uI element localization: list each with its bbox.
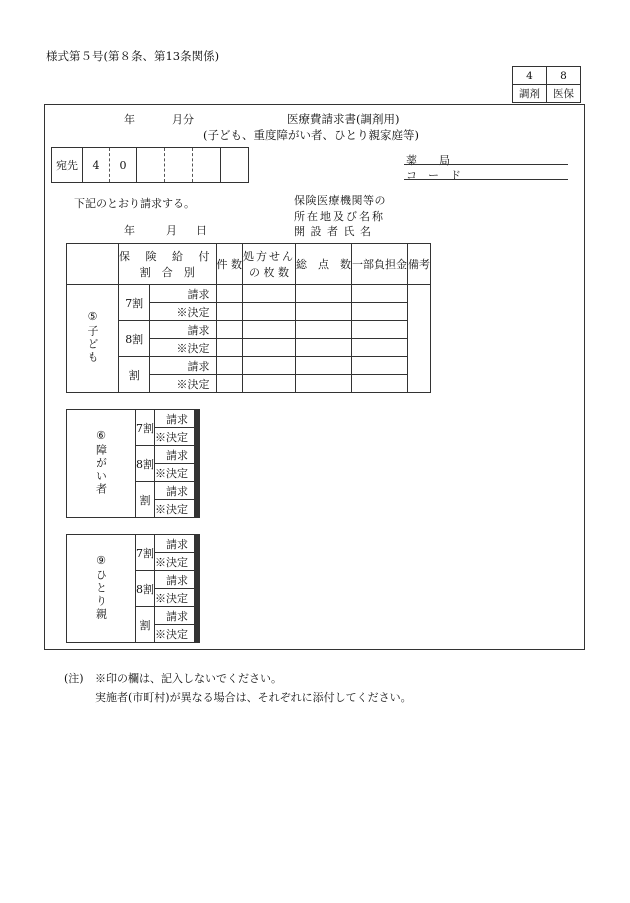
copay-cell[interactable] <box>198 607 199 625</box>
addressee-label: 宛先 <box>52 148 83 183</box>
notes-line-1: ※印の欄は、記入しないでください。 <box>95 672 282 685</box>
copay-cell[interactable] <box>352 357 408 375</box>
kind-decision: ※決定 <box>155 553 195 571</box>
month-label: 月分 <box>172 113 194 126</box>
kind-claim: 請求 <box>155 410 195 428</box>
rate-cell: 8割 <box>136 446 155 482</box>
corner-code-1: 4 <box>513 67 547 85</box>
form-title: 医療費請求書(調剤用) <box>287 112 400 126</box>
kind-claim: 請求 <box>155 607 195 625</box>
copay-cell[interactable] <box>198 553 199 571</box>
prescriptions-cell[interactable] <box>243 285 296 303</box>
header-copay: 一部負担金 <box>352 244 408 285</box>
kind-claim: 請求 <box>150 357 216 375</box>
kind-claim: 請求 <box>155 482 195 500</box>
addressee-digit-3[interactable] <box>137 148 165 183</box>
rate-cell: 割 <box>136 607 155 643</box>
copay-cell[interactable] <box>198 589 199 607</box>
year-label: 年 <box>124 113 135 126</box>
pharmacy-code-label: コ ー ド <box>406 169 461 182</box>
addressee-digit-5[interactable] <box>193 148 221 183</box>
rate-cell: 7割 <box>136 410 155 446</box>
rate-cell: 割 <box>119 357 150 393</box>
group-mark: ⑤ <box>87 310 98 323</box>
count-cell[interactable] <box>216 357 243 375</box>
copay-cell[interactable] <box>198 446 199 464</box>
prescriptions-cell[interactable] <box>243 357 296 375</box>
kind-claim: 請求 <box>155 446 195 464</box>
prescriptions-cell[interactable] <box>243 303 296 321</box>
count-cell[interactable] <box>216 321 243 339</box>
count-cell[interactable] <box>216 285 243 303</box>
date-month: 月 <box>166 224 177 237</box>
kind-decision: ※決定 <box>155 428 195 446</box>
copay-cell[interactable] <box>198 625 199 643</box>
points-cell[interactable] <box>296 375 352 393</box>
date-year: 年 <box>124 224 135 237</box>
pharmacy-underline-1 <box>404 164 568 165</box>
kind-claim: 請求 <box>155 535 195 553</box>
group-name: ひとり親 <box>94 568 108 621</box>
remarks-cell[interactable] <box>199 535 200 643</box>
addressee-digit-1: 4 <box>83 148 110 183</box>
kind-decision: ※決定 <box>155 625 195 643</box>
count-cell[interactable] <box>216 339 243 357</box>
copay-cell[interactable] <box>352 303 408 321</box>
request-text: 下記のとおり請求する。 <box>74 197 195 210</box>
addressee-box <box>51 147 249 183</box>
corner-code-box <box>512 66 581 103</box>
prescriptions-cell[interactable] <box>243 339 296 357</box>
prescriptions-cell[interactable] <box>243 321 296 339</box>
corner-type-dispensing: 調剤 <box>513 85 547 103</box>
form-subtitle: (子ども、重度障がい者、ひとり親家庭等) <box>203 128 419 142</box>
points-cell[interactable] <box>296 285 352 303</box>
claim-table-3 <box>66 534 200 643</box>
notes-label: (注) <box>64 672 84 685</box>
copay-cell[interactable] <box>352 321 408 339</box>
copay-cell[interactable] <box>198 464 199 482</box>
notes-line-2: 実施者(市町村)が異なる場合は、それぞれに添付してください。 <box>95 691 412 704</box>
claim-table-1 <box>66 243 431 393</box>
points-cell[interactable] <box>296 303 352 321</box>
copay-cell[interactable] <box>352 285 408 303</box>
institution-label-2: 所在地及び名称 <box>294 210 385 223</box>
remarks-cell[interactable] <box>199 410 200 518</box>
addressee-digit-6[interactable] <box>221 148 249 183</box>
count-cell[interactable] <box>216 303 243 321</box>
pharmacy-code-underline[interactable] <box>404 179 568 180</box>
kind-decision: ※決定 <box>150 303 216 321</box>
header-prescriptions: 処方せん の 枚 数 <box>243 244 296 285</box>
date-day: 日 <box>196 224 207 237</box>
pharmacy-label: 薬 局 <box>406 154 450 167</box>
copay-cell[interactable] <box>198 500 199 518</box>
institution-label-3: 開 設 者 氏 名 <box>294 225 372 238</box>
rate-cell: 8割 <box>136 571 155 607</box>
prescriptions-cell[interactable] <box>243 375 296 393</box>
addressee-digit-4[interactable] <box>165 148 193 183</box>
count-cell[interactable] <box>216 375 243 393</box>
header-count: 件 数 <box>216 244 243 285</box>
kind-decision: ※決定 <box>155 589 195 607</box>
points-cell[interactable] <box>296 339 352 357</box>
header-remarks: 備考 <box>408 244 431 285</box>
copay-cell[interactable] <box>198 571 199 589</box>
corner-code-2: 8 <box>547 67 581 85</box>
group-label-1 <box>67 285 119 393</box>
header-rate: 保 険 給 付 割 合 別 <box>119 244 217 285</box>
institution-label-1: 保険医療機関等の <box>294 194 386 207</box>
corner-type-insurance: 医保 <box>547 85 581 103</box>
group-label-3 <box>67 535 136 643</box>
group-name: 障がい者 <box>94 443 108 496</box>
copay-cell[interactable] <box>352 375 408 393</box>
claim-table-2 <box>66 409 200 518</box>
kind-decision: ※決定 <box>150 375 216 393</box>
copay-cell[interactable] <box>352 339 408 357</box>
remarks-cell[interactable] <box>408 285 431 393</box>
points-cell[interactable] <box>296 357 352 375</box>
form-label: 様式第５号(第８条、第13条関係) <box>46 49 220 63</box>
kind-decision: ※決定 <box>155 464 195 482</box>
kind-claim: 請求 <box>150 285 216 303</box>
rate-cell: 8割 <box>119 321 150 357</box>
rate-cell: 7割 <box>119 285 150 321</box>
header-points: 総 点 数 <box>296 244 352 285</box>
points-cell[interactable] <box>296 321 352 339</box>
copay-cell[interactable] <box>198 428 199 446</box>
addressee-digit-2: 0 <box>110 148 137 183</box>
rate-cell: 7割 <box>136 535 155 571</box>
group-mark: ⑥ <box>96 428 106 442</box>
kind-claim: 請求 <box>155 571 195 589</box>
rate-cell: 割 <box>136 482 155 518</box>
kind-claim: 請求 <box>150 321 216 339</box>
header-blank <box>67 244 119 285</box>
kind-decision: ※決定 <box>155 500 195 518</box>
kind-decision: ※決定 <box>150 339 216 357</box>
group-name: 子ども <box>86 325 99 364</box>
group-mark: ⑨ <box>96 553 106 567</box>
group-label-2 <box>67 410 136 518</box>
copay-cell[interactable] <box>198 482 199 500</box>
